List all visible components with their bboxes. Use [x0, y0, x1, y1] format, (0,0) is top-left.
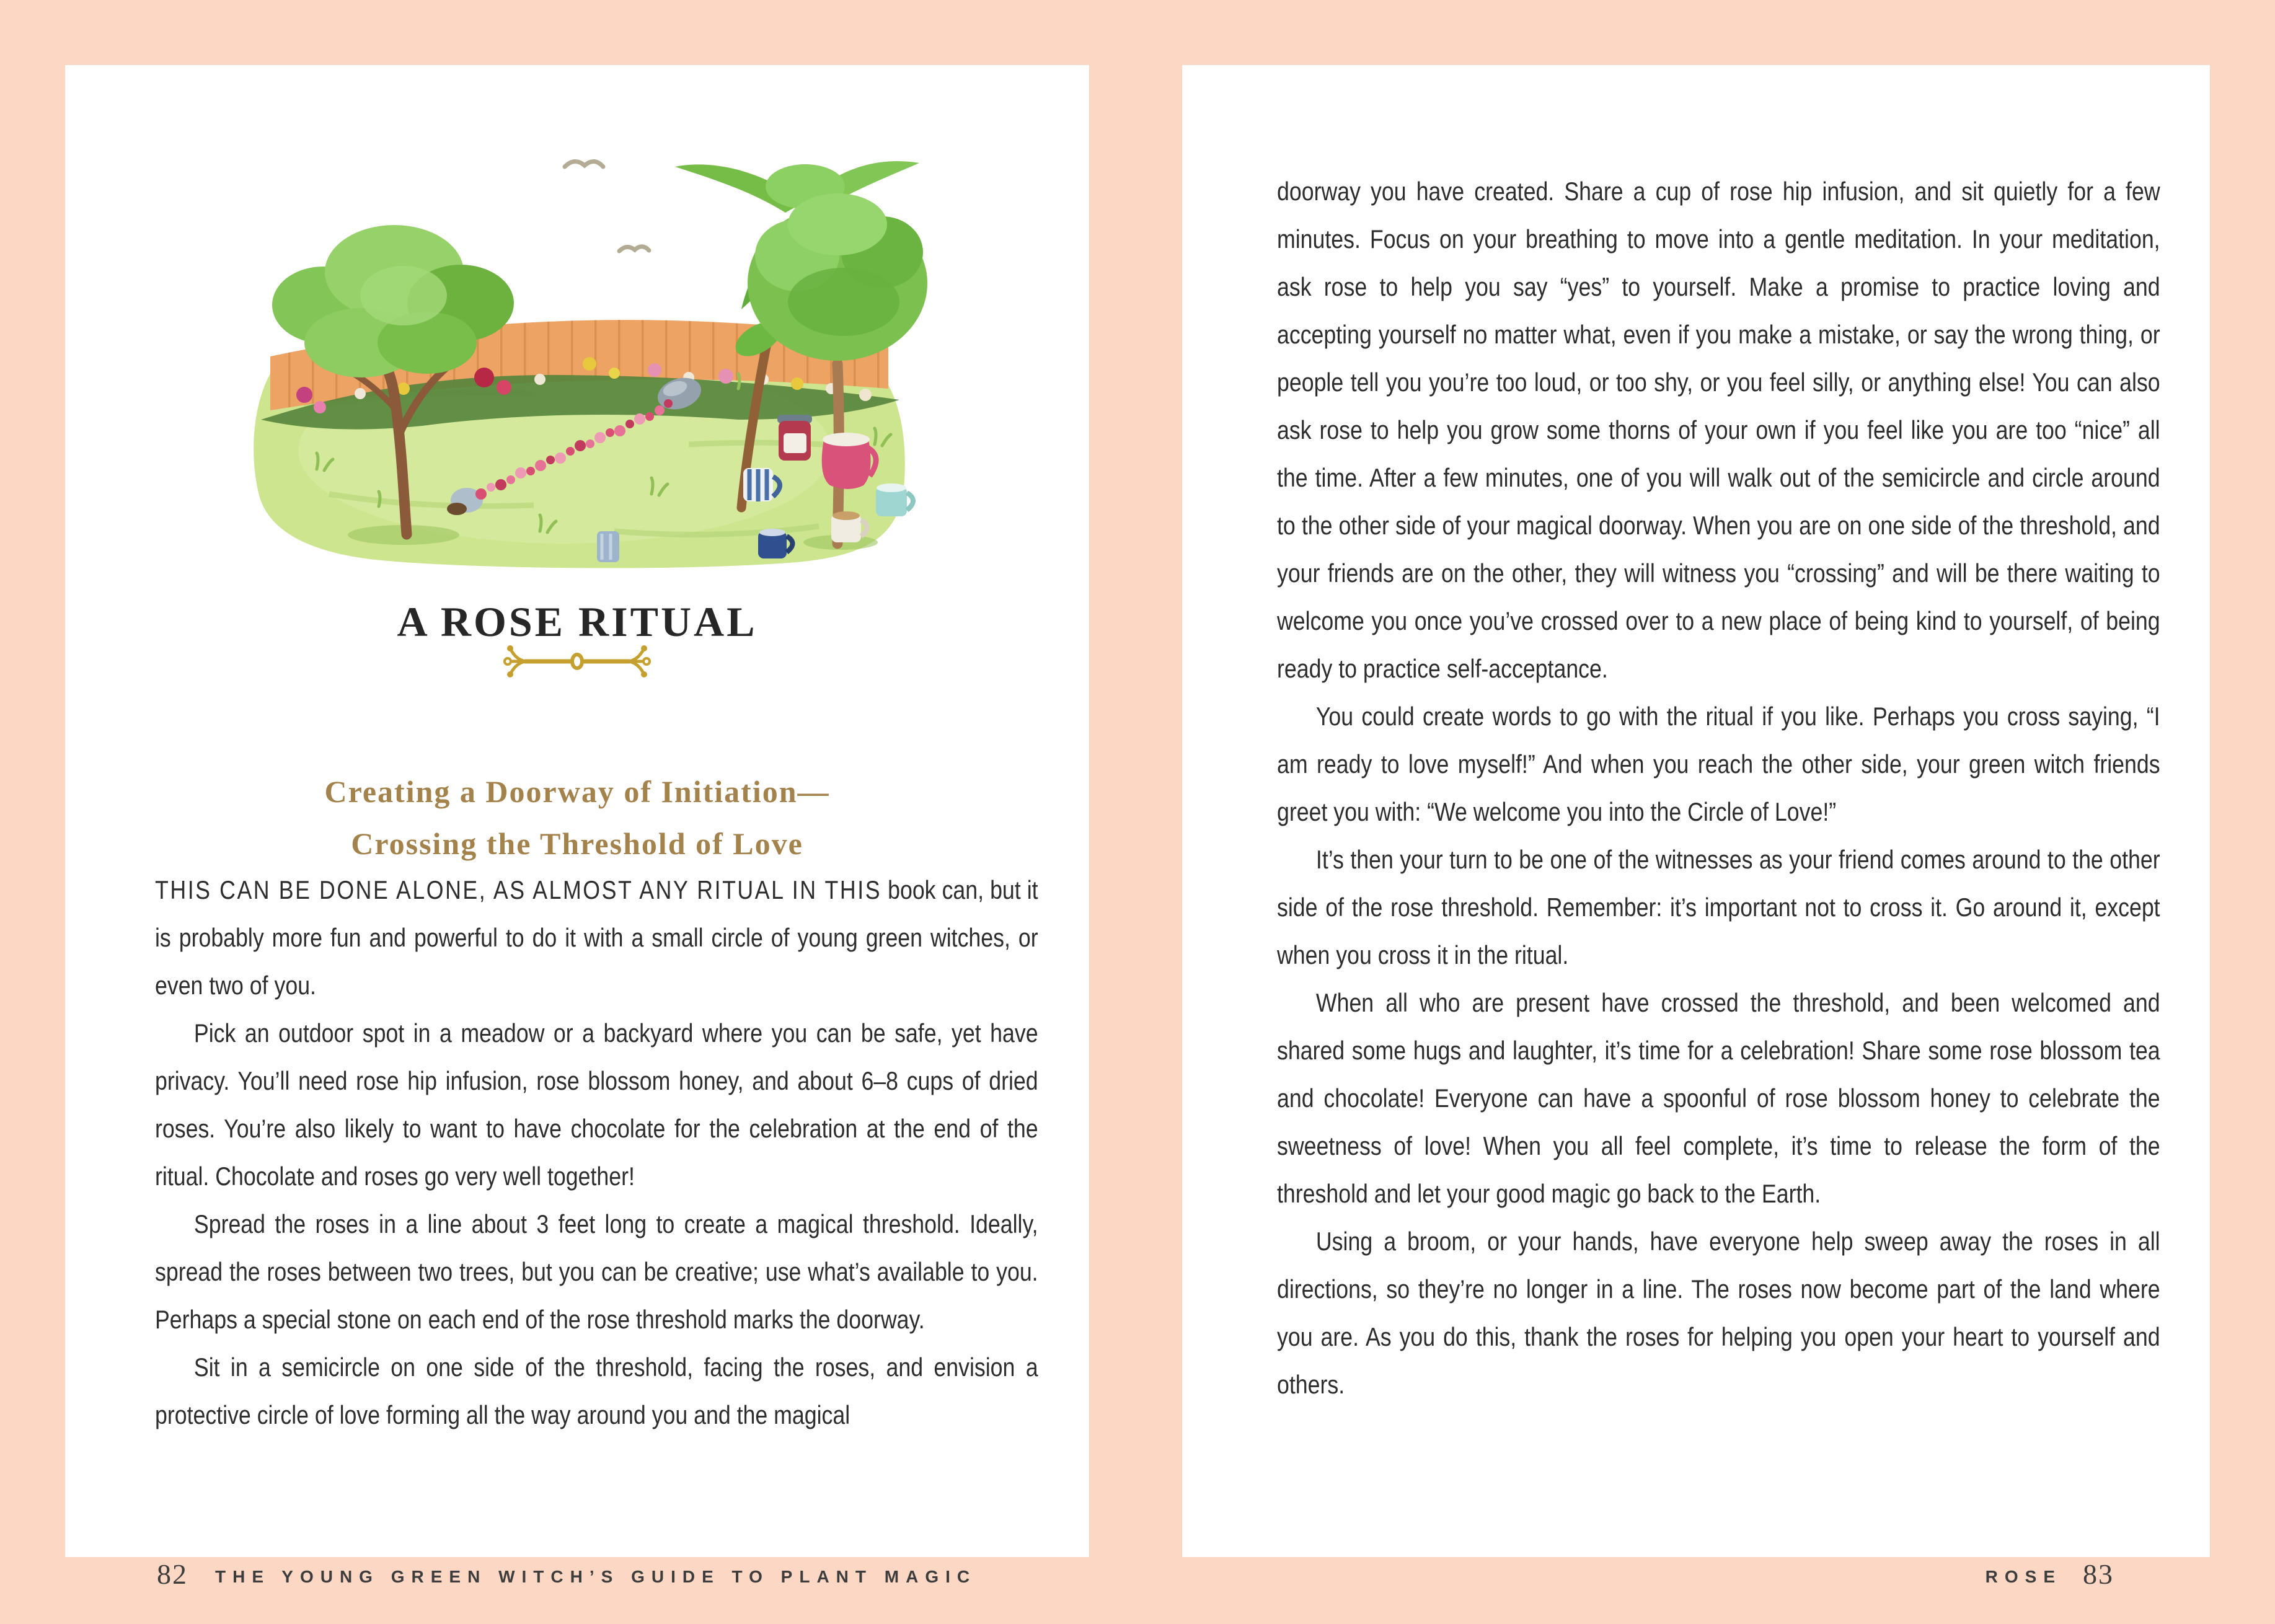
lead-in-caps: THIS CAN BE DONE ALONE, AS ALMOST ANY RITUAL IN THIS: [155, 875, 882, 904]
lead-in-rest: book can, but it is probably more fun and powerful to do it with a small circle of young green witches, or even two of you.: [155, 875, 1038, 1000]
section-subtitle: [65, 766, 1089, 870]
paragraph: It’s then your turn to be one of the witnesses as your friend comes around to the other side of the rose threshold. Remember: it’s important not to cross it. Go around it, except when you cross it in the ritual.: [1277, 845, 2160, 969]
right-footer: [1986, 1558, 2114, 1591]
running-book-title: THE YOUNG GREEN WITCH’S GUIDE TO PLANT MAGIC: [215, 1567, 977, 1586]
paragraph: doorway you have created. Share a cup of rose hip infusion, and sit quietly for a few minutes. Focus on your breathing to move into a gentle meditation. In your meditation, ask rose to help you say “yes” to yourself. Make a promise to practice loving and accepting yourself no matter what, even if you make a mistake, or say the wrong thing, or people tell you you’re too loud, or too shy, or you feel silly, or anything else! You can also ask rose to help you grow some thorns of your own if you feel like you are too “nice” all the time. After a few minutes, one of you will walk out of the semicircle and circle around to the other side of your magical doorway. When you are on one side of the threshold, and your friends are on the other, they will witness you “crossing” and will be there waiting to welcome you once you’ve crossed over to a new place of being kind to yourself, of being ready to practice self-acceptance.: [1277, 177, 2160, 683]
paragraph: Spread the roses in a line about 3 feet long to create a magical threshold. Ideally, spread the roses between two trees, but you can be creative; use what’s available to you. Perhaps a special stone on each end of the rose threshold marks the doorway.: [155, 1209, 1038, 1334]
paragraph: You could create words to go with the ritual if you like. Perhaps you cross saying, “I am ready to love myself!” And when you reach the other side, your green witch friends greet you with: “We welcome you into the Circle of Love!”: [1277, 702, 2160, 826]
subtitle-line-2: Crossing the Threshold of Love: [351, 826, 803, 861]
paragraph: Using a broom, or your hands, have everyone help sweep away the roses in all directions, so they’re no longer in a line. The roses now become part of the land where you are. As you do this, thank the roses for helping you open your heart to yourself and others.: [1277, 1227, 2160, 1399]
left-page: [65, 65, 1089, 1590]
page-number: 83: [2083, 1558, 2114, 1590]
subtitle-line-1: Creating a Doorway of Initiation—: [324, 774, 830, 809]
right-page: [1182, 65, 2210, 1590]
running-chapter-title: ROSE: [1985, 1567, 2062, 1586]
left-body-text: [155, 866, 1038, 1439]
birds-icon: [565, 161, 649, 251]
right-body-text: [1277, 167, 2160, 1408]
garden-illustration: [218, 97, 937, 573]
page-title: A ROSE RITUAL: [397, 598, 758, 645]
paragraph: Sit in a semicircle on one side of the threshold, facing the roses, and envision a protective circle of love forming all the way around you and the magical: [155, 1353, 1038, 1429]
paragraph: Pick an outdoor spot in a meadow or a backyard where you can be safe, yet have privacy. You’ll need rose hip infusion, rose blossom honey, and about 6–8 cups of dried roses. You’re also likely to want to have chocolate for the celebration at the end of the ritual. Chocolate and roses go very well together!: [155, 1018, 1038, 1191]
left-footer: [157, 1558, 976, 1591]
paragraph: When all who are present have crossed the threshold, and been welcomed and shared some hugs and laughter, it’s time for a celebration! Share some rose blossom tea and chocolate! Everyone can have a spoonful of rose blossom honey to celebrate the sweetness of love! When you all feel complete, it’s time to release the form of the threshold and let your good magic go back to the Earth.: [1277, 988, 2160, 1208]
divider-ornament: [65, 643, 1089, 682]
page-number: 82: [157, 1558, 188, 1590]
paragraph: [155, 866, 1038, 1009]
ornament-icon: [502, 643, 652, 679]
